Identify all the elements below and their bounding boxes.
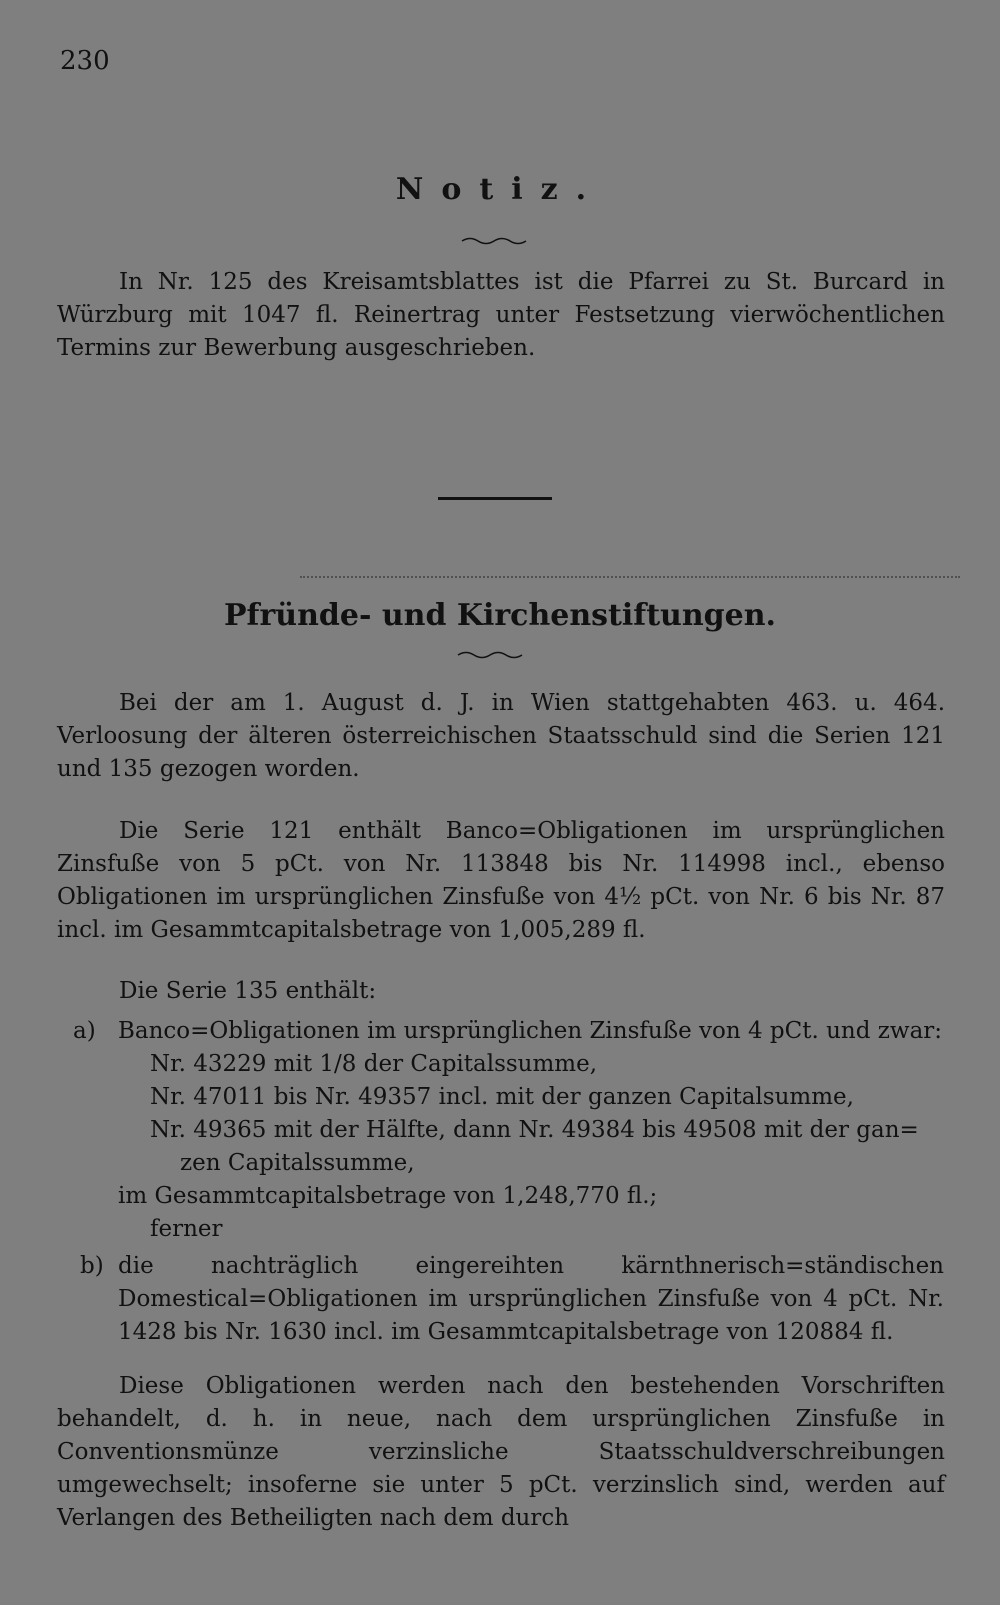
list-b-text: die nachträglich eingereihten kärnthnerisch=ständischen Domestical=Obligationen im ursprünglichen Zinsfuße von 4 pCt. Nr. 1428 bis Nr. 1630 incl. im Gesammtcapitalsbetrage von 120884 fl. (118, 1253, 944, 1345)
list-a-line: Nr. 43229 mit 1/8 der Capitalssumme, (150, 1051, 598, 1077)
ornament-squiggle (460, 236, 528, 246)
list-a-line: im Gesammtcapitalsbetrage von 1,248,770 fl.; (118, 1183, 658, 1209)
paragraph-verloosung: Bei der am 1. August d. J. in Wien stattgehabten 463. u. 464. Verloosung der älteren österreichischen Staatsschuld sind die Serien 121 und 135 gezogen worden. (57, 690, 945, 782)
list-label-b: b) (80, 1253, 104, 1279)
paragraph-serie-135: Die Serie 135 enthält: (119, 978, 377, 1004)
list-a-line: ferner (150, 1216, 223, 1242)
paragraph-obligationen: Diese Obligationen werden nach den bestehenden Vorschriften behandelt, d. h. in neue, nach dem ursprünglichen Zinsfuße in Conventionsmünze verzinsliche Staatsschuldverschreibungen umgewechselt; insoferne sie unter 5 pCt. verzinslich sind, werden auf Verlangen des Betheiligten nach dem durch (57, 1373, 945, 1531)
list-a-line: Banco=Obligationen im ursprünglichen Zinsfuße von 4 pCt. und zwar: (118, 1018, 943, 1044)
paragraph-serie-121: Die Serie 121 enthält Banco=Obligationen im ursprünglichen Zinsfuße von 5 pCt. von Nr. 113848 bis Nr. 114998 incl., ebenso Obligationen im ursprünglichen Zinsfuße von 4½ pCt. von Nr. 6 bis Nr. 87 incl. im Gesammtcapitalsbetrage von 1,005,289 fl. (57, 818, 945, 943)
separator-rule (438, 497, 552, 500)
notiz-paragraph: In Nr. 125 des Kreisamtsblattes ist die Pfarrei zu St. Burcard in Würzburg mit 1047 fl. Reinertrag unter Festsetzung vierwöchentlichen Termins zur Bewerbung ausgeschrieben. (57, 269, 945, 361)
notiz-heading: Notiz. (395, 172, 605, 207)
list-a-line: Nr. 47011 bis Nr. 49357 incl. mit der ganzen Capitalsumme, (150, 1084, 854, 1110)
list-a-line: zen Capitalssumme, (180, 1150, 415, 1176)
dotted-line (300, 576, 960, 580)
list-a-line: Nr. 49365 mit der Hälfte, dann Nr. 49384 bis 49508 mit der gan= (150, 1117, 919, 1143)
page-number: 230 (60, 46, 110, 76)
list-label-a: a) (73, 1018, 96, 1044)
section-heading: Pfründe- und Kirchenstiftungen. (224, 598, 776, 633)
ornament-squiggle (456, 650, 524, 660)
